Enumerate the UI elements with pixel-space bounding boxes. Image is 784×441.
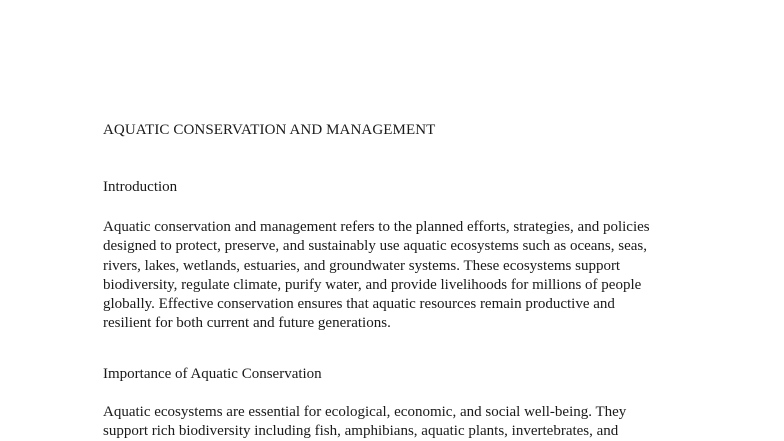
- section-heading-importance: Importance of Aquatic Conservation: [103, 366, 322, 382]
- paragraph-line: Aquatic conservation and management refers to the planned efforts, strategies, and policies: [103, 219, 650, 235]
- paragraph-line: biodiversity, regulate climate, purify water, and provide livelihoods for millions of people: [103, 276, 642, 293]
- introduction-paragraph: [103, 218, 650, 334]
- paragraph-line: support rich biodiversity including fish, amphibians, aquatic plants, invertebrates, and: [103, 423, 619, 440]
- paragraph-line: globally. Effective conservation ensures that aquatic resources remain productive and: [103, 296, 615, 313]
- paragraph-line: resilient for both current and future generations.: [103, 315, 391, 332]
- document-title: AQUATIC CONSERVATION AND MANAGEMENT: [103, 122, 436, 138]
- importance-paragraph: [103, 403, 626, 441]
- paragraph-line: rivers, lakes, wetlands, estuaries, and groundwater systems. These ecosystems support: [103, 257, 621, 274]
- paragraph-line: designed to protect, preserve, and sustainably use aquatic ecosystems such as oceans, seas,: [103, 238, 647, 255]
- section-heading-introduction: Introduction: [103, 179, 178, 195]
- paragraph-line: Aquatic ecosystems are essential for ecological, economic, and social well-being. They: [103, 404, 627, 420]
